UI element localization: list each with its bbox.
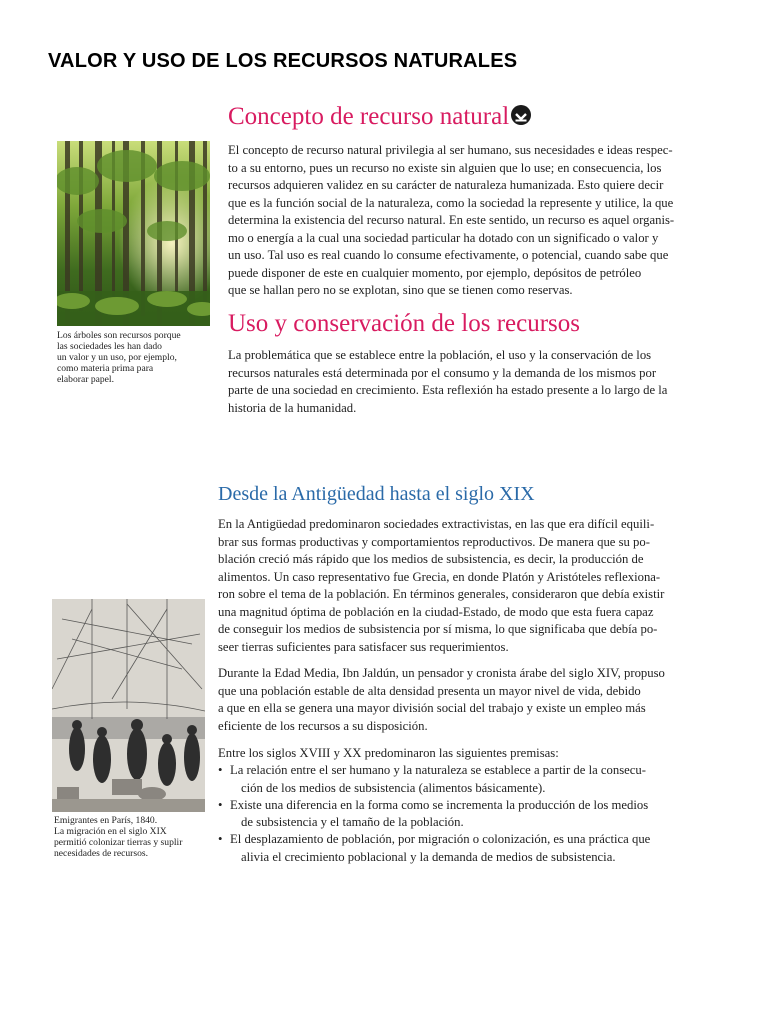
- concepto-paragraph: El concepto de recurso natural privilegia al ser humano, sus necesidades e ideas respec- to a su entorno, pues un recurso no existe sin alguien que lo use; en consecuencia, los recursos adquieren validez en su carácter de naturaleza humanizada. Esto quiere decir que es la función social de la naturaleza, como la sociedad la represente y utilice, la que determina la existencia del recurso natural. En este sentido, un recurso es aquel organis- mo o energía a la cual una sociedad particular ha dotado con un significado o valor y un uso. Tal uso es real cuando lo consume efectivamente, o potencial, cuando sabe que puede disponer de este en cualquier momento, por ejemplo, depósitos de petróleo que se hallan pero no se explotan, sino que se tienen como reservas.: [228, 143, 675, 297]
- uso-paragraph: La problemática que se establece entre la población, el uso y la conservación de los recursos naturales está determinada por el consumo y la demanda de los mismos por parte de una sociedad en crecimiento. Esta reflexión ha estado presente a lo largo de la historia de la humanidad.: [228, 348, 668, 415]
- premisas-list: Entre los siglos XVIII y XX predominaron las siguientes premisas: • La relación entre el ser humano y la naturaleza se establece a partir de la consecu- ción de los medios de subsistencia (alimentos básicamente). • Existe una diferencia en la forma como se incrementa la producción de los medios de subsistencia y el tamaño de la población. • El desplazamiento de población, por migración o colonización, es una práctica que alivia el crecimiento poblacional y la demanda de medios de subsistencia.: [218, 745, 728, 866]
- emigrants-engraving: [52, 599, 205, 812]
- section-title-concepto: Concepto de recurso natural: [228, 103, 532, 133]
- forest-photo: [57, 141, 210, 326]
- antiguedad-paragraph: En la Antigüedad predominaron sociedades extractivistas, en las que era difícil equili- brar sus formas productivas y comportamientos reproductivos. De manera que su po- blación creció más rápido que los medios de subsistencia, es decir, la producción de alimentos. Un caso representativo fue Grecia, en donde Platón y Aristóteles reflexiona- ron sobre el tema de la población. En términos generales, consideraron que debía existir una magnitud óptima de población en la ciudad-Estado, de modo que esta fuera capaz de conseguir los medios de subsistencia por sí misma, lo que significaba que debía po- seer tierras suficientes para satisfacer sus requerimientos.: [218, 517, 665, 654]
- emigrants-caption: Emigrantes en París, 1840. La migración en el siglo XIX permitió colonizar tierras y suplir necesidades de recursos.: [54, 815, 183, 859]
- page-title: VALOR Y USO DE LOS RECURSOS NATURALES: [48, 50, 518, 72]
- edad-media-paragraph: Durante la Edad Media, Ibn Jaldún, un pensador y cronista árabe del siglo XIV, propuso que una población estable de alta densidad presenta un mayor nivel de vida, debido a que en ella se genera una mayor división social del trabajo y existe un empleo más eficiente de los recursos a su disposición.: [218, 666, 665, 733]
- section-title-antiguedad: Desde la Antigüedad hasta el siglo XIX: [218, 483, 535, 505]
- forest-caption: Los árboles son recursos porque las sociedades les han dado un valor y un uso, por ejemplo, como materia prima para elaborar papel.: [57, 330, 181, 385]
- list-item: • Existe una diferencia en la forma como se incrementa la producción de los medios: [218, 797, 649, 812]
- list-intro: Entre los siglos XVIII y XX predominaron las siguientes premisas:: [218, 746, 559, 760]
- list-item: • El desplazamiento de población, por migración o colonización, es una práctica que: [218, 832, 651, 847]
- list-item: • La relación entre el ser humano y la naturaleza se establece a partir de la consecu-: [218, 763, 646, 778]
- section-title-uso: Uso y conservación de los recursos: [228, 310, 580, 337]
- download-icon[interactable]: [510, 104, 532, 133]
